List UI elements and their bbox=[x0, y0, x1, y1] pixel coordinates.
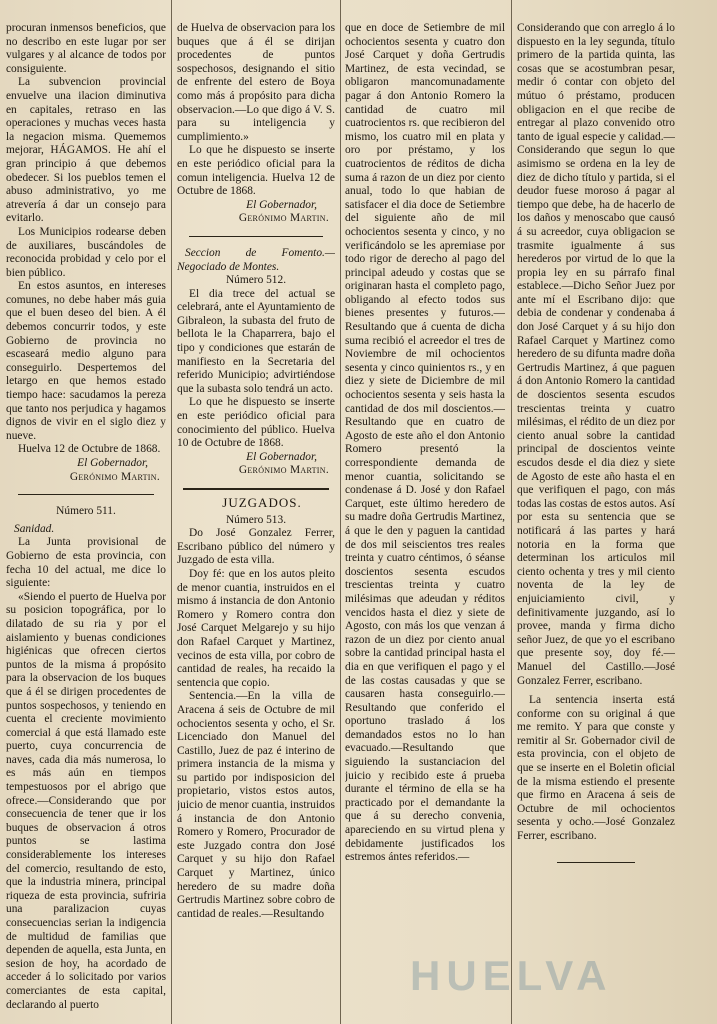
paragraph: Considerando que con arreglo á lo dispuesto en la ley segunda, título primero de la partida quinta, las cosas que se acostumbran pesar, medir ó contar con objeto del mútuo ó préstamo, producen obligacion en el que recibe de entregar al plazo convenido otro tanto de igual especie y calidad.—Considerando que segun lo que asimismo se ordena en la ley de diez de dicho título y partida, si el deudor fuese moroso á pagar al tiempo que debe, ha de hacerlo de los daños y menoscabo que causó á su acreedor, cuya obligacion se trasmite igualmente á sus herederos por virtud de lo que la propia ley en su párrafo final establece.—Dicho Señor Juez por ante mí el Escribano dijo: que debia de condenar y condenaba á don José Carquet y á su hijo don Rafael Carquet y Martinez como heredero de su difunta madre doña Gertrudis Martinez, á que paguen á don Antonio Romero la cantidad de doscientos sesenta escudos trescientas treinta y cuatro milésimas, el rédito de un diez por ciento anual sobre la cantidad principal de doscientos veinte escudos desde el dia diez y siete de Agosto de este año hasta el en que verifiquen el pago, con más todas las costas de estos autos. Así por esta su sentencia que se notificará á las partes y hará notoria en la forma que determinan los articulos mil ciento ochenta y tres y mil ciento noventa de la ley de enjuiciamiento civil, y definitivamente juzgando, así lo provee, manda y firma dicho señor Juez, de que yo el escribano que presente soy, doy fé.—Manuel del Castillo.—José Gonzalez Ferrer, escribano. bbox=[517, 22, 675, 687]
notice-number: Número 511. bbox=[56, 505, 116, 518]
watermark: HUELVA bbox=[410, 952, 613, 999]
paragraph: Do José Gonzalez Ferrer, Escribano público del número y Juzgado de esta villa. bbox=[177, 527, 335, 567]
column-rule bbox=[511, 0, 512, 1024]
signature-title: El Gobernador, bbox=[246, 450, 317, 463]
column-rule bbox=[171, 0, 172, 1024]
paragraph: procuran inmensos beneficios, que no describo en este lugar por ser vulgares y al alcance de todos por consiguiente. bbox=[6, 22, 166, 75]
section-title: Sanidad. bbox=[14, 522, 55, 535]
section-title: Seccion de Fomento.—Negociado de Montes. bbox=[177, 246, 335, 273]
paragraph: En estos asuntos, en intereses comunes, no debe haber más guia que el buen deseo del bien. A él debemos concurrir todos, y este Gobierno de provincia no escaseará medio alguno para conseguirlo. Despertemos del letargo en que hemos estado tiempo hace: sacudamos la pereza que tanto nos perjudica y hagamos dignos de vivir en el siglo diez y nueve. bbox=[6, 280, 166, 442]
column-4 bbox=[517, 22, 675, 1012]
section-separator bbox=[557, 862, 635, 863]
column-2 bbox=[177, 22, 335, 1012]
paragraph: «Siendo el puerto de Huelva por su posicion topográfica, por lo dilatado de su ria y por el aislamiento y buenas condiciones higiénicas que ofrecen ciertos puntos de la misma á propósito para la observacion de los buques que á él se dirigen procedentes de puntos sospechosos, y teniendo en cuenta el creciente movimiento comercial á que está llamado este puerto, cuya concurrencia de naves, cada dia más numerosa, lo es más aún en tiempos tempestuosos por el abrigo que ofrece.—Considerando que por consecuencia de tener que ir los buques de observacion á otros puntos se lastima considerablemente los intereses del comercio, resultando de esto, que la industria minera, principal riqueza de esta provincia, sufriria una paralizacion cuyas consecuencias serian la indigencia de multidud de familias que dependen de aquella, esta Junta, en sesion de hoy, ha acordado de acceder á lo solicitado por varios comerciantes de esta capital, declarando al puerto bbox=[6, 590, 166, 1011]
signature-name: Gerónimo Martin. bbox=[238, 212, 329, 225]
section-heading: JUZGADOS. bbox=[222, 495, 302, 510]
signature-title: El Gobernador, bbox=[77, 457, 148, 469]
column-rule bbox=[340, 0, 341, 1024]
section-separator bbox=[189, 236, 323, 237]
section-separator bbox=[18, 494, 154, 495]
signature-title: El Gobernador, bbox=[246, 198, 317, 211]
paragraph: El dia trece del actual se celebrará, ante el Ayuntamiento de Gibraleon, la subasta del fruto de bellota le la Chaparrera, bajo el tipo y condiciones que estarán de manifiesto en la Secretaria del referido Municipio; advirtiéndose que la subasta solo tendrá un acto. bbox=[177, 287, 335, 395]
paragraph: Lo que he dispuesto se inserte en este periódico oficial para la comun inteligencia. Huelva 12 de Octubre de 1868. bbox=[177, 144, 335, 198]
paragraph: Sentencia.—En la villa de Aracena á seis de Octubre de mil ochocientos sesenta y ocho, el Sr. Licenciado don Manuel del Castillo, Juez de paz é interino de primera instancia de la misma y su partido por indisposicion del propietario, vistos estos autos, juicio de menor cuantia, instruidos á instancia de don Antonio Romero y Romero, Procurador de este Juzgado contra don José Carquet y su hijo don Rafael Carquet y Martinez, único heredero de su madre doña Gertrudis Martinez sobre cobro de cantidad de reales.—Resultando bbox=[177, 690, 335, 920]
section-separator bbox=[183, 488, 329, 490]
signature-name: Gerónimo Martin. bbox=[69, 470, 160, 483]
column-1 bbox=[6, 22, 166, 1012]
paragraph: Doy fé: que en los autos pleito de menor cuantia, instruidos en el mismo á instancia de don Antonio Romero y Romero contra don José Carquet Melgarejo y su hijo don Rafael Carquet y Martinez, vecinos de esta villa, por cobro de cantidad de reales, ha recaido la sentencia que copio. bbox=[177, 567, 335, 689]
notice-number: Número 512. bbox=[225, 274, 287, 287]
signature-name: Gerónimo Martin. bbox=[238, 464, 329, 477]
paragraph: La Junta provisional de Gobierno de esta provincia, con fecha 10 del actual, me dice lo siguiente: bbox=[6, 536, 166, 590]
paragraph: La sentencia inserta está conforme con su original á que me remito. Y para que conste y remitir al Sr. Gobernador civil de esta provincia, con el objeto de que se inserte en el Boletin oficial de la misma estiendo el presente que firmo en Aracena á seis de Octubre de mil ochocientos sesenta y ocho.—José Gonzalez Ferrer, escribano. bbox=[517, 694, 675, 843]
paragraph: que en doce de Setiembre de mil ochocientos sesenta y cuatro don José Carquet y doña Gertrudis Martinez, de esta vecindad, se obligaron mancomunadamente pagar á don Antonio Romero la cantidad de cuatro mil cuatrocientos rs. que recibieron del mismo, los cuatro mil en plata y oro por préstamo, y los cuatrocientos de réditos de dicha suma á razon de un diez por ciento anual, todo lo que habian de satisfacer el dia doce de Setiembre del siguiente año de mil ochocientos sesenta y cinco, y no verificándolo se les apremiase por todo rigor de derecho al pago del principal adeudo y costas que se originaran hasta el completo pago, obligando al efecto todos sus bienes presentes y futuros.—Resultando que á cuenta de dicha suma recibió el acreedor el tres de Noviembre de mil ochocientos sesenta y cinco quinientos rs., y en diez y siete de Diciembre de mil ochocientos sesenta y seis hasta la cantidad de dos mil doscientos.—Resultando que en cuatro de Agosto de este año el don Antonio Romero presentó la correspondiente demanda de menor cuantia, solicitando se condenase á D. José y don Rafael Carquet, este último heredero de su madre doña Gertrudis Martinez, á que le den y paguen la cantidad de dos mil seiscientos tres reales treinta y cuatro céntimos, ó séanse doscientos sesenta escudos trescientas treinta y cuatro milésimas que adeudan y réditos vencidos hasta el diez y siete de Agosto, con más los que venzan á razon de un diez por ciento anual sobre la cantidad principal hasta el dia en que verifiquen el pago y el de las costas causadas y que se causaren hasta conseguirlo.—Resultando que conferido el oportuno traslado á los demandados estos no lo han evacuado.—Resultando que siguiendo la sustanciacion del juicio y recibido este á prueba durante el término de ella se ha practicado por el demandante la que á su derecho convenia, apareciendo en su virtud plena y debidamente justificados los estremos ántes referidos.— bbox=[345, 22, 505, 864]
column-3 bbox=[345, 22, 505, 1012]
paragraph: de Huelva de observacion para los buques que á él se dirijan procedentes de puntos sospechosos, designando el sitio de enfrente del estero de Boya como más á propósito para dicha observacion.—Lo que digo á V. S. para su inteligencia y cumplimiento.» bbox=[177, 22, 335, 143]
notice-number: Número 513. bbox=[225, 513, 287, 526]
paragraph: La subvencion provincial envuelve una ilacion diminutiva en capitales, retraso en las operaciones y muchas veces hasta la negacion misma. Quememos mejorar, HÁGAMOS. He ahí el gran principio á que debemos obedecer. Si los pueblos temen el abuso administrativo, yo me atrevería á dar un consejo para evitarlo. bbox=[6, 76, 166, 225]
paragraph: Los Municipios rodearse deben de auxiliares, buscándoles de reconocida probidad y celo por el bien público. bbox=[6, 225, 166, 279]
paragraph: Lo que he dispuesto se inserte en este periódico oficial para conocimiento del público. Huelva 10 de Octubre de 1868. bbox=[177, 396, 335, 450]
date-line: Huelva 12 de Octubre de 1868. bbox=[18, 443, 161, 456]
